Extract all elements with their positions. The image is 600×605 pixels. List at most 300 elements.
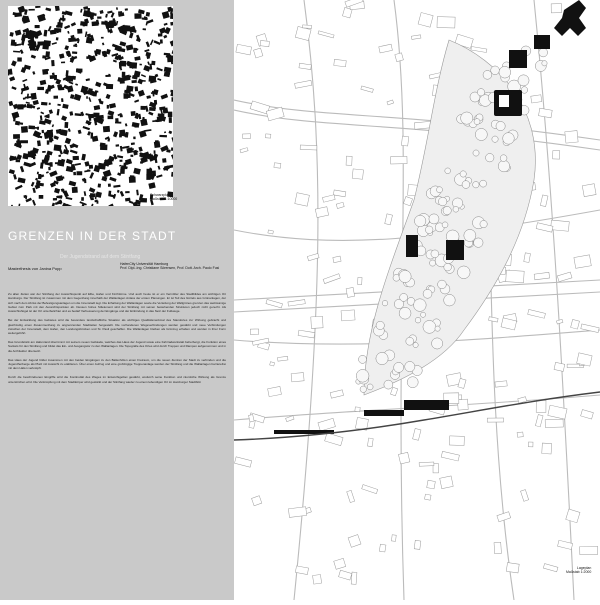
plan-caption [566, 566, 591, 575]
figure-ground-block [75, 163, 81, 166]
figure-ground-block [120, 191, 125, 197]
building-outline [346, 287, 354, 297]
tree-canopy [444, 263, 452, 271]
figure-ground-block [70, 150, 78, 154]
figure-ground-block [23, 162, 31, 167]
figure-ground-block [123, 25, 131, 31]
building-outline [334, 59, 346, 66]
building-outline [379, 544, 386, 552]
figure-ground-block [58, 155, 61, 157]
building-outline [551, 220, 570, 231]
figure-ground-block [16, 140, 21, 147]
figure-ground-block [57, 109, 60, 116]
building-outline [582, 184, 596, 197]
figure-ground-block [9, 76, 15, 81]
figure-ground-block [47, 140, 49, 144]
figure-ground-block [49, 109, 53, 114]
figure-ground-block [77, 171, 83, 175]
figure-ground-block [17, 57, 22, 61]
figure-ground-block [71, 22, 76, 26]
figure-ground-block [88, 97, 91, 102]
figure-ground-block [9, 169, 15, 174]
tree-canopy [464, 229, 476, 241]
paragraph: Das Haus der Jugend bildet zusammen mit den beiden Eingängen zu den Ballenhöfen einen Freiraum, um die neuen Zentren der Stadt zu verbinden und die Jugendherberge als Platz mit Aussicht zu etablieren. Über einen Aufzug und eine großzügige Treppenanlage werden der Stintfang und die Wallanlagen barrierefrei mit dem Hafen verknüpft. [8, 358, 226, 371]
figure-ground-block [18, 6, 26, 13]
building-outline [341, 310, 355, 321]
figure-ground-block [72, 76, 76, 80]
building-outline [303, 25, 312, 29]
figure-ground-block [11, 205, 13, 206]
figure-ground-block [120, 61, 127, 67]
building-outline [528, 442, 533, 447]
tree-canopy [423, 289, 432, 298]
building-outline [358, 277, 363, 284]
figure-ground-block [133, 136, 135, 139]
figure-ground-block [52, 72, 55, 75]
figure-ground-block [17, 177, 25, 183]
poster-title: GRENZEN IN DER STADT [8, 229, 176, 243]
figure-ground-block [146, 41, 150, 47]
tree-canopy [542, 61, 547, 66]
building-outline [551, 4, 561, 13]
building-outline [250, 329, 259, 335]
figure-ground-block [140, 161, 143, 163]
figure-ground-block [13, 51, 20, 53]
figure-ground-block [138, 204, 140, 206]
figure-ground-block [60, 129, 68, 136]
figure-ground-block [123, 93, 127, 99]
figure-ground-block [86, 78, 90, 81]
figure-ground-block [171, 137, 173, 142]
building-outline [401, 136, 408, 146]
tree-canopy [475, 128, 487, 140]
figure-ground-block [171, 97, 173, 102]
figure-ground-block [168, 112, 173, 117]
figure-ground-block [169, 117, 172, 123]
figure-ground-block [167, 55, 173, 62]
figure-ground-block [171, 172, 173, 177]
figure-ground-block [158, 166, 161, 170]
figure-ground-block [65, 138, 71, 145]
figure-ground-block [154, 150, 156, 153]
figure-ground-block [100, 144, 107, 150]
building-outline [391, 535, 396, 542]
landmark-building [364, 410, 404, 416]
figure-ground-block [63, 149, 69, 154]
plan-caption-title: Lageplan [566, 566, 591, 570]
figure-ground-block [104, 21, 108, 25]
figure-ground-block [75, 113, 82, 116]
figure-ground-block [116, 7, 118, 10]
figure-ground-block [28, 125, 35, 129]
building-outline [398, 452, 409, 464]
figure-ground-block [56, 37, 59, 40]
figure-caption-title: Schwarzplan [150, 193, 230, 197]
building-outline [517, 432, 523, 437]
tree-canopy [457, 266, 470, 279]
tree-canopy [480, 220, 487, 227]
tree-canopy [413, 342, 418, 347]
figure-ground-map [8, 6, 173, 206]
tree-canopy [367, 384, 373, 390]
tree-canopy [521, 87, 528, 94]
figure-ground-block [53, 198, 57, 200]
figure-ground-block [99, 10, 103, 14]
figure-ground-block [73, 156, 79, 160]
figure-ground-block [67, 31, 69, 34]
body-text [8, 292, 226, 388]
figure-ground-block [129, 62, 137, 69]
building-outline [419, 462, 434, 466]
figure-ground-block [11, 60, 17, 66]
figure-ground-block [53, 135, 58, 140]
tree-canopy [496, 121, 505, 130]
figure-ground-block [75, 83, 78, 85]
figure-ground-block [16, 159, 21, 162]
tree-canopy [503, 133, 515, 145]
tree-canopy [461, 112, 473, 124]
tree-canopy [415, 317, 421, 323]
tree-canopy [382, 300, 388, 306]
tree-canopy [453, 206, 459, 212]
plan-caption-scale: Maßstab 1:2000 [566, 570, 591, 574]
tree-canopy [498, 160, 509, 171]
building-outline [565, 131, 578, 144]
figure-ground-block [77, 29, 82, 34]
figure-ground-block [83, 24, 85, 27]
figure-ground-block [61, 115, 67, 121]
figure-ground-block [156, 174, 162, 178]
supervisors: Prof. Dipl.-Ing. Christiane Sörensen, Prof. Dott. Arch. Paolo Fusi [120, 266, 219, 270]
figure-ground-block [53, 96, 58, 99]
figure-ground-block [51, 203, 55, 206]
figure-ground-block [163, 35, 167, 39]
figure-ground-block [154, 105, 156, 109]
paragraph: Durch die beschriebenen Eingriffe wird die Kontinuität des Weges im Entwurfsgebiet gestärkt, wodurch seine Funktion und räumliche Wirkung als Grenze unterstrichen wird. Die Verknüpfung mit dem Stadtkörper wird gestärkt und der Stintfang wieder zu einem lebendigen Ort im Hamburger Stadtbild. [8, 375, 226, 384]
figure-ground-block [45, 7, 51, 11]
building-outline [295, 193, 310, 206]
landmark-building [534, 35, 550, 49]
figure-ground-block [13, 174, 17, 180]
figure-ground-block [15, 30, 22, 36]
figure-ground-block [133, 150, 138, 156]
poster-subtitle: Der Jugendstrand auf dem Stintfang [60, 254, 140, 260]
building-outline [270, 362, 275, 366]
building-outline [494, 542, 501, 554]
figure-ground-block [119, 133, 122, 137]
figure-ground-block [154, 141, 161, 148]
tree-canopy [423, 320, 436, 333]
figure-ground-block [157, 116, 162, 122]
figure-ground-block [164, 23, 168, 26]
figure-ground-block [57, 104, 60, 106]
figure-ground-block [10, 32, 14, 37]
figure-ground-block [64, 25, 70, 29]
building-outline [367, 438, 373, 447]
tree-canopy [473, 181, 479, 187]
figure-ground-block [48, 167, 50, 170]
figure-ground-block [129, 32, 134, 38]
landmark-building [406, 235, 418, 257]
figure-ground-block [158, 33, 163, 36]
building-outline [333, 256, 341, 263]
figure-ground-block [75, 44, 77, 46]
figure-ground-block [86, 96, 88, 98]
figure-ground-block [42, 130, 44, 133]
figure-ground-block [95, 49, 101, 55]
figure-ground-block [120, 169, 125, 174]
figure-ground-block [20, 122, 23, 125]
tree-canopy [492, 136, 498, 142]
figure-ground-block [122, 72, 126, 78]
figure-ground-block [87, 131, 91, 136]
figure-ground-block [168, 131, 172, 135]
tree-canopy [445, 168, 451, 174]
figure-ground-block [139, 64, 141, 66]
figure-ground-block [97, 16, 101, 18]
building-outline [457, 399, 468, 410]
figure-ground-block [120, 78, 125, 84]
figure-ground-block [11, 86, 16, 90]
figure-ground-block [126, 44, 134, 50]
figure-ground-block [31, 182, 35, 187]
figure-ground-block [148, 112, 153, 116]
figure-ground-block [22, 153, 28, 159]
figure-ground-block [170, 8, 173, 14]
figure-ground-block [111, 12, 115, 18]
figure-ground-block [59, 148, 63, 155]
figure-ground-block [37, 107, 40, 110]
building-outline [355, 407, 360, 412]
figure-ground-block [162, 11, 170, 19]
tree-canopy [443, 206, 451, 214]
tree-canopy [462, 181, 470, 189]
figure-ground-block [164, 131, 166, 133]
figure-ground-block [86, 56, 93, 59]
figure-ground-block [138, 147, 142, 152]
tree-canopy [407, 377, 418, 388]
figure-ground-block [154, 158, 157, 164]
figure-ground-block [117, 155, 123, 158]
building-outline [243, 134, 251, 139]
tree-canopy [376, 321, 384, 329]
figure-ground-block [107, 10, 112, 13]
figure-ground-block [41, 102, 47, 106]
tree-canopy [376, 352, 388, 364]
figure-ground-block [15, 185, 23, 190]
tree-canopy [444, 294, 456, 306]
figure-ground-block [83, 126, 90, 130]
figure-ground-block [68, 37, 76, 42]
tree-canopy [477, 89, 484, 96]
figure-ground-block [126, 147, 133, 153]
figure-ground-block [157, 78, 161, 81]
figure-ground-block [161, 94, 169, 100]
building-outline [300, 145, 317, 150]
tree-canopy [420, 312, 425, 317]
figure-ground-block [78, 130, 82, 134]
tree-canopy [460, 171, 466, 177]
figure-ground-block [45, 89, 49, 94]
figure-ground-block [136, 38, 141, 42]
figure-ground-block [103, 170, 112, 178]
figure-ground-block [134, 99, 139, 102]
tree-canopy [438, 197, 447, 206]
figure-ground-block [150, 104, 153, 106]
figure-ground-block [134, 56, 140, 61]
building-outline [542, 443, 552, 454]
figure-ground-block [118, 11, 122, 13]
figure-ground-block [107, 105, 109, 109]
figure-ground-block [37, 127, 39, 130]
tree-canopy [399, 307, 411, 319]
tree-canopy [435, 326, 440, 331]
tree-canopy [356, 369, 369, 382]
figure-ground-block [20, 166, 24, 172]
figure-ground-block [140, 198, 147, 203]
tree-canopy [500, 155, 507, 162]
figure-ground-block [141, 80, 145, 82]
figure-ground-block [133, 168, 141, 175]
figure-ground-block [68, 128, 71, 132]
tree-canopy [430, 260, 436, 266]
figure-ground-block [102, 42, 105, 45]
tree-canopy [425, 226, 433, 234]
figure-ground-block [40, 162, 44, 168]
figure-ground-block [13, 117, 16, 122]
figure-ground-block [54, 188, 60, 194]
figure-ground-block [158, 113, 165, 116]
building-outline [425, 494, 432, 500]
figure-ground-block [130, 175, 135, 180]
figure-ground-block [37, 87, 44, 90]
tree-canopy [393, 274, 400, 281]
figure-ground-block [88, 114, 94, 119]
figure-ground-block [23, 97, 26, 99]
building-outline [313, 574, 322, 584]
tree-canopy [358, 355, 366, 363]
figure-ground-block [162, 158, 166, 163]
tree-canopy [414, 215, 425, 226]
building-outline [427, 480, 436, 489]
figure-ground-block [46, 171, 49, 173]
figure-ground-block [143, 28, 146, 30]
figure-ground-block [32, 156, 35, 158]
figure-ground-block [95, 82, 101, 88]
figure-ground-block [159, 135, 167, 138]
building-outline [437, 17, 455, 28]
figure-ground-block [72, 51, 77, 54]
figure-ground-block [117, 190, 120, 193]
tree-canopy [432, 338, 443, 349]
figure-ground-block [40, 112, 44, 115]
figure-ground-block [61, 62, 65, 64]
figure-ground-block [43, 40, 51, 46]
building-outline [506, 563, 519, 573]
building-outline [260, 40, 269, 46]
figure-ground-block [69, 181, 77, 187]
figure-ground-block [27, 104, 33, 109]
figure-ground-block [26, 102, 30, 104]
paragraph: Zu allen Zeiten war der Stintfang der Aussichtspunkt auf Elbe, Hafen und Kirchtürme. Und auch heute ist er ein Vermittler des Stadtbildes am wichtigen Ort Hamburgs. Der Stintfang ist zusammen mit dem Gegenhang innerhalb der Wallanlagen Anlass der ersten Planungen. Er ist Teil des Gürtels aus Grünanlagen, der sich nach dem Abriss der Befestigungsanlagen um die Innenstadt legt. Die Erhaltung der Wallanlagen sowie die Verteilung der Wallgrünes grenzen das weiträumige Gebiet zum Park mit den Aussichtspunkten ab. Dessen hohes Stilelement wird der Stintfang mit seinen bestehenden Strukturen jedoch nicht gerecht. Als Aussichtshügel ist der Ort unterbelichtet und es bedarf Verbesserung der Eingänge und der Einbindung in das Netz der Fußwege. [8, 292, 226, 314]
figure-ground-block [170, 40, 173, 46]
figure-ground-block [64, 122, 68, 128]
figure-ground-block [81, 197, 84, 201]
figure-ground-block [113, 60, 117, 63]
figure-ground-block [80, 9, 83, 13]
paragraph: Das Grundstück am Hafenrand übernimmt mit seinem neuen Gebäude, welches das Haus der Jugend sowie eine Fahrradwerkstatt beherbergt, die Funktion eines Sockels für den Stintfang und bildet das Ein- und Ausgangstor zu den Wallanlagen. Die Topografie des Ortes wird durch Treppen und Rampen aufgenommen und in die Architektur übersetzt. [8, 340, 226, 353]
building-outline [274, 163, 281, 168]
building-outline [414, 121, 430, 129]
figure-ground-block [85, 31, 88, 37]
figure-ground-block [49, 103, 51, 105]
tree-canopy [438, 280, 447, 289]
building-courtyard [499, 95, 509, 107]
building-outline [574, 255, 591, 268]
figure-ground-block [171, 152, 173, 159]
figure-ground-block [133, 48, 137, 53]
figure-ground-block [52, 42, 57, 45]
building-outline [536, 400, 546, 412]
figure-ground-block [39, 195, 44, 199]
figure-ground-block [108, 184, 111, 187]
figure-ground-block [66, 159, 73, 165]
figure-ground-block [21, 126, 28, 133]
figure-ground-block [144, 49, 149, 52]
figure-ground-block [29, 9, 35, 11]
figure-ground-block [52, 124, 54, 127]
figure-ground-block [148, 182, 155, 189]
figure-ground-block [138, 90, 145, 97]
figure-ground-block [69, 111, 73, 115]
figure-ground-block [55, 6, 60, 11]
figure-ground-block [22, 79, 27, 82]
figure-ground-block [33, 100, 39, 105]
figure-ground-block [164, 27, 170, 34]
figure-ground-block [59, 53, 65, 58]
figure-ground-block [81, 154, 86, 161]
tree-canopy [473, 150, 479, 156]
figure-ground-block [113, 131, 118, 137]
figure-ground-block [51, 60, 54, 66]
figure-ground-block [171, 147, 173, 150]
building-outline [487, 418, 503, 422]
figure-ground-block [89, 187, 96, 193]
figure-ground-block [116, 144, 120, 147]
tree-canopy [394, 362, 404, 372]
building-outline [449, 436, 464, 446]
figure-ground-block [70, 94, 74, 99]
building-outline [390, 156, 407, 164]
figure-ground-block [40, 115, 43, 120]
figure-ground-block [96, 201, 98, 204]
figure-ground-block [37, 41, 44, 45]
building-outline [506, 270, 524, 283]
figure-ground-block [37, 140, 41, 146]
figure-ground-block [108, 194, 114, 198]
figure-ground-block [119, 41, 126, 46]
figure-ground-block [130, 155, 133, 157]
figure-ground-block [59, 87, 64, 90]
figure-ground-block [64, 45, 69, 50]
figure-ground-block [101, 37, 104, 39]
building-outline [545, 419, 563, 427]
tree-canopy [442, 222, 448, 228]
figure-ground-block [151, 61, 155, 65]
figure-ground-block [61, 98, 63, 102]
building-outline [291, 373, 304, 382]
tree-canopy [491, 66, 500, 75]
